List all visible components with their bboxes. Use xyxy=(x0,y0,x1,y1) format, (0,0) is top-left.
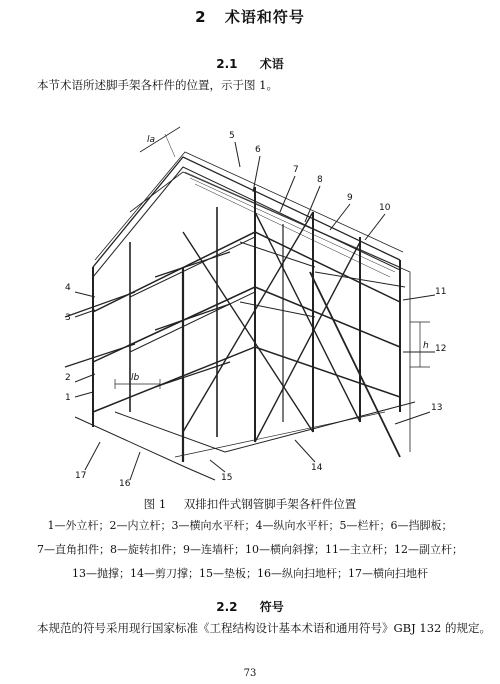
chapter-number: 2 xyxy=(195,8,207,26)
callout-16: 16 xyxy=(119,479,131,489)
callout-10: 10 xyxy=(379,203,391,213)
callout-9: 9 xyxy=(347,193,353,203)
legend-line: 13—抛撑；14—剪刀撑；15—垫板；16—纵向扫地杆；17—横向扫地杆 xyxy=(72,567,428,580)
callout-2: 2 xyxy=(65,373,71,383)
section-title: 符号 xyxy=(259,600,284,614)
scaffold-figure xyxy=(55,112,455,492)
callout-14: 14 xyxy=(311,463,323,473)
figure-number: 图 1 xyxy=(143,497,167,511)
figure-title: 双排扣件式钢管脚手架各杆件位置 xyxy=(183,497,357,511)
legend-line: 7—直角扣件；8—旋转扣件；9—连墙杆；10—横向斜撑；11—主立杆；12—副立杆； xyxy=(37,543,463,556)
page-number: 73 xyxy=(243,668,257,679)
figure-legend xyxy=(0,518,500,582)
callout-7: 7 xyxy=(293,165,299,175)
chapter-title xyxy=(0,6,500,27)
callout-3: 3 xyxy=(65,313,71,323)
section-text: 本规范的符号采用现行国家标准《工程结构设计基本术语和通用符号》GBJ 132 的规定。 xyxy=(37,621,492,635)
section-heading xyxy=(0,55,500,72)
chapter-name: 术语和符号 xyxy=(224,8,305,26)
callout-8: 8 xyxy=(317,175,323,185)
section-text: 本节术语所述脚手架各杆件的位置，示于图 1。 xyxy=(37,78,278,92)
callout-13: 13 xyxy=(431,403,443,413)
section-title: 术语 xyxy=(259,57,284,71)
callout-12: 12 xyxy=(435,344,447,354)
callout-15: 15 xyxy=(221,473,233,483)
callout-6: 6 xyxy=(255,145,261,155)
section-number: 2.1 xyxy=(216,57,238,71)
callout-5: 5 xyxy=(229,131,235,141)
callout-11: 11 xyxy=(435,287,447,297)
section-number: 2.2 xyxy=(216,600,238,614)
callout-17: 17 xyxy=(75,471,87,481)
dim-h: h xyxy=(423,341,429,351)
dim-lb: lb xyxy=(131,373,140,383)
callout-4: 4 xyxy=(65,283,71,293)
callout-1: 1 xyxy=(65,393,71,403)
legend-line: 1—外立杆；2—内立杆；3—横向水平杆；4—纵向水平杆；5—栏杆；6—挡脚板； xyxy=(47,519,453,532)
section-heading xyxy=(0,598,500,615)
dim-la: la xyxy=(147,135,156,145)
figure-caption xyxy=(0,496,500,512)
